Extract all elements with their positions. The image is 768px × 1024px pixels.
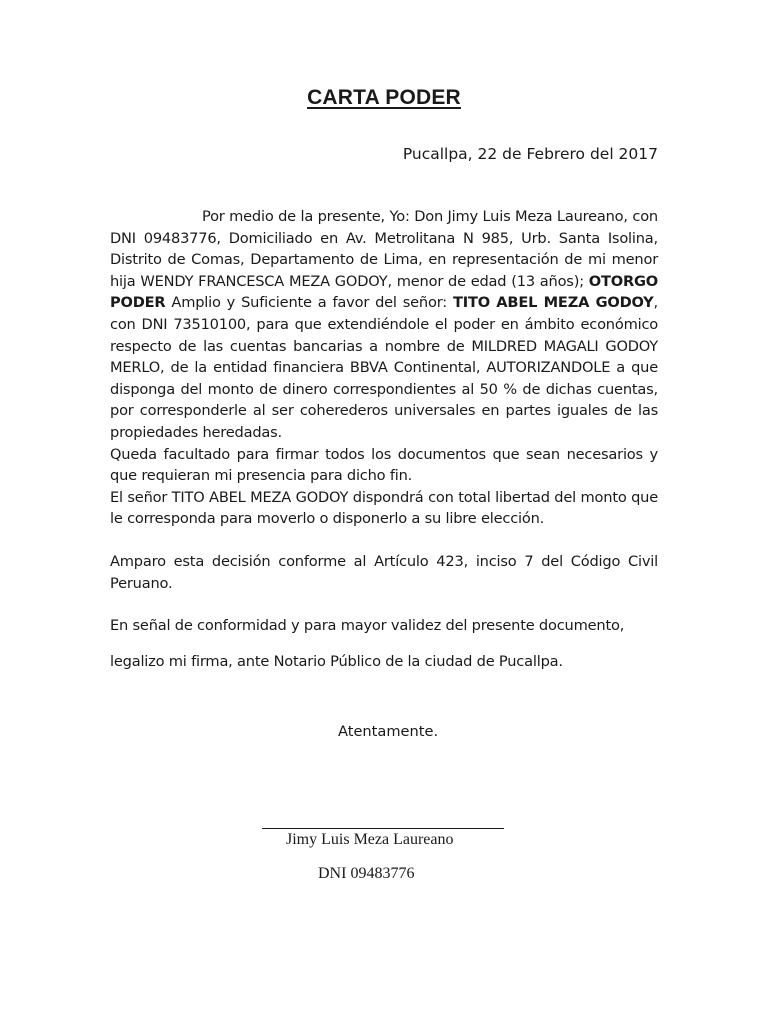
paragraph-freedom: El señor TITO ABEL MEZA GODOY dispondrá con total libertad del monto que le corresponda para moverlo o disponerlo a su libre elección. [110,488,658,528]
paragraph-1-part-2: Amplio y Suficiente a favor del señor: [165,294,453,312]
document-title [0,86,768,110]
paragraph-1-part-3: , con DNI 73510100, para que extendiéndole el poder en ámbito económico respecto de las cuentas bancarias a nombre de MILDRED MAGALI GODOY MERLO, de la entidad financiera BBVA Continental, AUTORIZANDOLE a que disponga del monto de dinero correspondientes al 50 % de dichas cuentas, por corresponderle al ser coherederos universales en partes iguales de las propiedades heredadas. [110,294,658,441]
place-date: Pucallpa, 22 de Febrero del 2017 [402,145,658,163]
paragraph-1-bold-2: TITO ABEL MEZA GODOY [452,294,654,312]
paragraph-grant-of-power [110,206,658,444]
signature-line [262,828,504,829]
paragraph-conformity-2: legalizo mi firma, ante Notario Público de la ciudad de Pucallpa. [110,652,563,670]
paragraph-1-bold-1: OTORGO PODER [110,272,658,312]
closing-text: Atentamente. [338,723,439,740]
signature-name: Jimy Luis Meza Laureano [286,831,454,848]
document-title-text: CARTA PODER [307,86,461,109]
signature-dni: DNI 09483776 [318,865,415,882]
paragraph-faculty: Queda facultado para firmar todos los documentos que sean necesarios y que requieran mi presencia para dicho fin. [110,445,658,485]
paragraph-conformity-1: En señal de conformidad y para mayor validez del presente documento, [110,617,625,635]
document-body [110,206,658,672]
paragraph-legal-basis: Amparo esta decisión conforme al Artículo 423, inciso 7 del Código Civil Peruano. [110,552,658,592]
paragraph-1-part-1: Por medio de la presente, Yo: Don Jimy Luis Meza Laureano, con DNI 09483776, Domiciliado en Av. Metrolitana N 985, Urb. Santa Isolina, Distrito de Comas, Departamento de Lima, en representación de mi menor hija WENDY FRANCESCA MEZA GODOY, menor de edad (13 años); [110,208,658,290]
